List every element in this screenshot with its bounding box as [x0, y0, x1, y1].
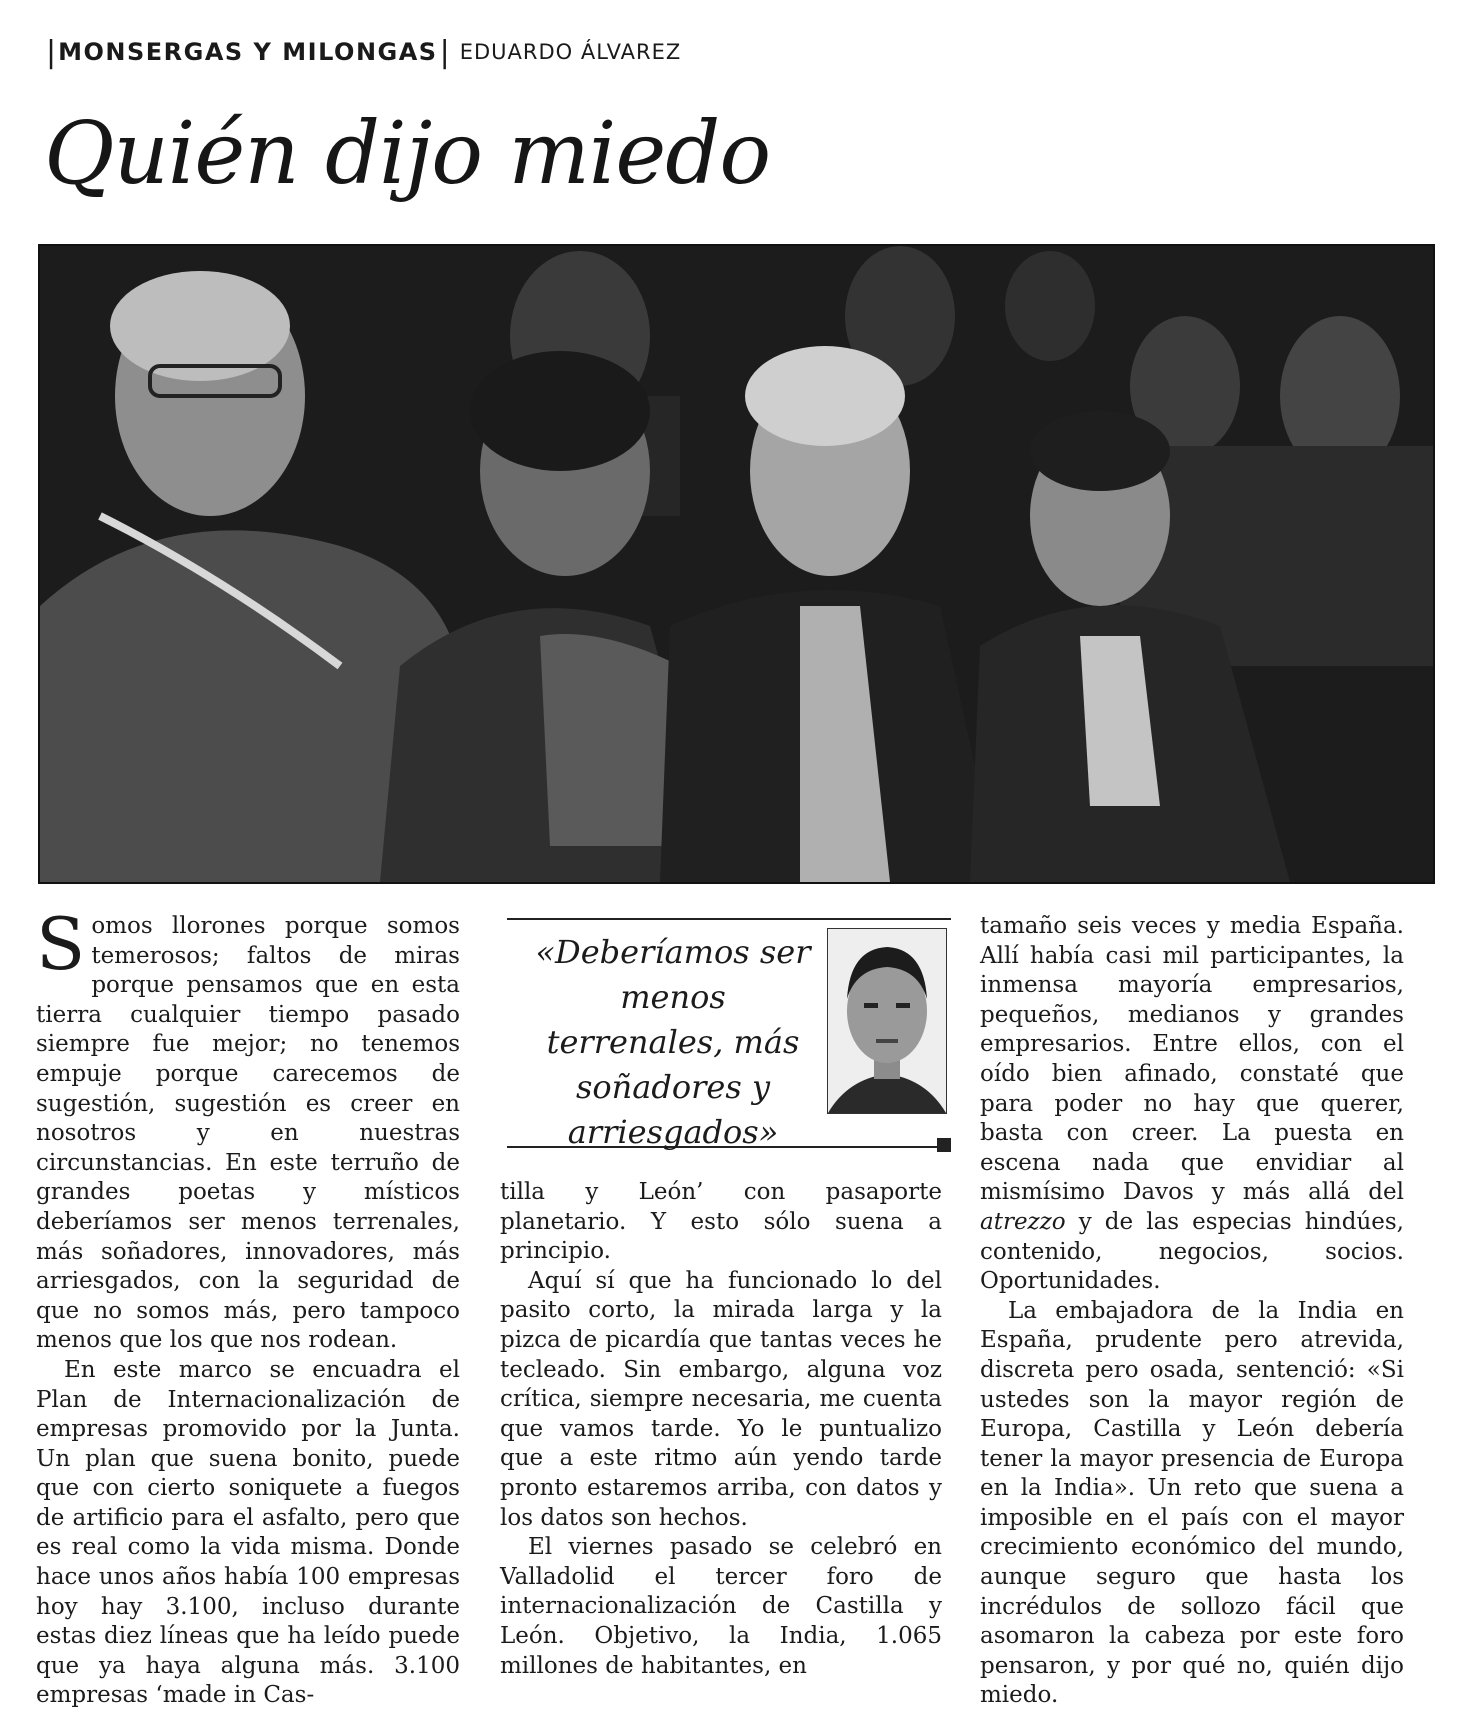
- paragraph-text: y de las especias hindúes, contenido, negocios, socios. Oportunidades.: [980, 1208, 1404, 1295]
- article-column-3: [980, 912, 1404, 1711]
- audience-photo-illustration: [40, 246, 1433, 882]
- article-headline: Quién dijo miedo: [44, 104, 771, 204]
- paragraph-text: omos llorones porque somos temerosos; faltos de miras porque pensamos que en esta tierra cualquier tiempo pasado siempre fue mejor; no tenemos empuje porque carecemos de sugestión, sugestión es creer en nosotros y en nuestras circunstancias. En este terruño de grandes poetas y místicos deberíamos ser menos terrenales, más soñadores, innovadores, más arriesgados, con la seguridad de que no somos más, pero tampoco menos que los que nos rodean.: [36, 913, 460, 1354]
- paragraph: La embajadora de la India en España, prudente pero atrevida, discreta pero osada, sentenció: «Si ustedes son la mayor región de Europa, Castilla y León debería tener la mayor presencia de Europa en la India». Un reto que suena a imposible en el país con el mayor crecimiento económico del mundo, aunque seguro que hasta los incrédulos de sollozo fácil que asomaron la cabeza por este foro pensaron, y por qué no, quién dijo miedo.: [980, 1297, 1404, 1709]
- author-name: EDUARDO ÁLVAREZ: [459, 40, 682, 64]
- paragraph: El viernes pasado se celebró en Valladolid el tercer foro de internacionalización de Castilla y León. Objetivo, la India, 1.065 millones de habitantes, en: [500, 1534, 942, 1679]
- paragraph: [980, 912, 1404, 1297]
- article-column-2: [500, 1178, 942, 1681]
- paragraph: [36, 902, 460, 1356]
- masthead-bar-right: |: [439, 34, 450, 70]
- paragraph-text: tamaño seis veces y media España. Allí había casi mil participantes, la inmensa mayoría empresarios, pequeños, medianos y grandes empresarios. Entre ellos, con el oído bien afinado, constaté que para poder no hay que querer, basta con creer. La puesta en escena nada que envidiar al mismísimo Davos y más allá del: [980, 913, 1404, 1206]
- pull-quote: «Deberíamos ser menos terrenales, más soñadores y arriesgados»: [535, 933, 811, 1151]
- paragraph: Aquí sí que ha funcionado lo del pasito corto, la mirada larga y la pizca de picardía que tantas veces he tecleado. Sin embargo, alguna voz crítica, siempre necesaria, me cuenta que vamos tarde. Yo le puntualizo que a este ritmo aún yendo tarde pronto estaremos arriba, con datos y los datos son hechos.: [500, 1267, 942, 1531]
- paragraph: tilla y León’ con pasaporte planetario. Y esto sólo suena a principio.: [500, 1179, 942, 1265]
- masthead-bar-left: |: [46, 34, 57, 70]
- section-name: MONSERGAS Y MILONGAS: [58, 38, 438, 66]
- audience-photo: [38, 244, 1435, 884]
- author-portrait: [827, 928, 947, 1114]
- column-masthead: [44, 30, 681, 74]
- author-portrait-illustration: [828, 929, 946, 1113]
- end-mark: [937, 1138, 951, 1152]
- drop-cap: S: [36, 902, 86, 986]
- italic-word: atrezzo: [980, 1208, 1066, 1235]
- paragraph: En este marco se encuadra el Plan de Internacionalización de empresas promovido por la Junta. Un plan que suena bonito, puede que con cierto soniquete a fuegos de artificio para el asfalto, pero que es real como la vida misma. Donde hace unos años había 100 empresas hoy hay 3.100, incluso durante estas diez líneas que ha leído puede que ya haya alguna más. 3.100 empresas ‘made in Cas-: [36, 1356, 460, 1709]
- pull-quote-box: [507, 918, 951, 1151]
- article-column-1: [36, 902, 460, 1711]
